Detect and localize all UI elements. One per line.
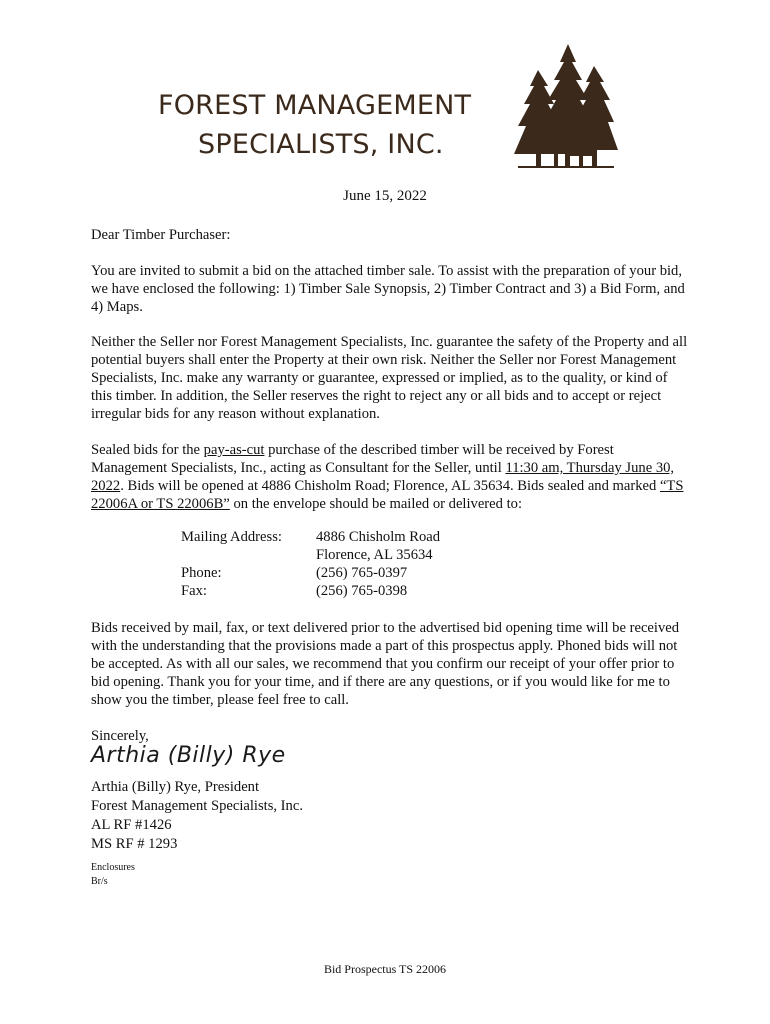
pay-as-cut-term: pay-as-cut xyxy=(203,442,265,458)
mailing-address-value xyxy=(316,528,440,564)
pine-trees-logo-icon xyxy=(510,42,620,170)
mailing-address-line2: Florence, AL 35634 xyxy=(316,547,433,563)
mailing-address-line1: 4886 Chisholm Road xyxy=(316,529,441,545)
salutation: Dear Timber Purchaser: xyxy=(91,227,231,243)
company-name-line1: FOREST MANAGEMENT xyxy=(158,90,472,121)
sealed-bids-text-2: purchase of the described timber will be received by Forest Management Specialists, Inc., acting as Consultant for the Seller, until xyxy=(91,442,614,476)
signer-name-title: Arthia (Billy) Rye, President xyxy=(91,779,260,795)
envelope-marking: “TS 22006A or TS 22006B” xyxy=(91,478,684,512)
sealed-bids-text-1: Sealed bids for the xyxy=(91,442,204,458)
paragraph-disclaimer xyxy=(91,333,691,423)
contact-address-block xyxy=(181,528,440,600)
paragraph-bid-terms xyxy=(91,619,691,709)
phone-label: Phone: xyxy=(181,565,222,581)
fax-label: Fax: xyxy=(181,583,207,599)
page-footer: Bid Prospectus TS 22006 xyxy=(323,962,447,976)
paragraph-invitation xyxy=(91,262,691,316)
paragraph-disclaimer-text: Neither the Seller nor Forest Management Specialists, Inc. guarantee the safety of the Property and all potential buyers shall enter the Property at their own risk. Neither the Seller nor Forest Management Specialists, Inc. make any warranty or guarantee, expressed or implied, as to the quality, or kind of this timber. In addition, the Seller reserves the right to reject any or all bids and to accept or reject irregular bids for any reason without explanation. xyxy=(91,334,688,422)
company-name-line2: SPECIALISTS, INC. xyxy=(198,129,444,160)
paragraph-sealed-bids xyxy=(91,441,691,513)
enclosures-note xyxy=(91,861,135,889)
enclosures-label: Enclosures xyxy=(91,862,135,873)
bid-deadline: 11:30 am, Thursday June 30, 2022 xyxy=(91,460,675,494)
sealed-bids-text-3: . Bids will be opened at 4886 Chisholm Road; Florence, AL 35634. Bids sealed and marked xyxy=(120,478,660,494)
signer-block xyxy=(91,778,303,854)
sealed-bids-text-4: on the envelope should be mailed or delivered to: xyxy=(229,496,522,512)
closing: Sincerely, xyxy=(91,728,149,744)
fax-value: (256) 765-0398 xyxy=(316,583,408,599)
signer-company: Forest Management Specialists, Inc. xyxy=(91,798,303,814)
mailing-address-label: Mailing Address: xyxy=(181,529,282,545)
fax-row xyxy=(181,582,440,600)
signer-ms-registration: MS RF # 1293 xyxy=(91,836,178,852)
paragraph-bid-terms-text: Bids received by mail, fax, or text delivered prior to the advertised bid opening time will be received with the understanding that the provisions made a part of this prospectus apply. Phoned bids will not be accepted. As with all our sales, we recommend that you confirm our receipt of your offer prior to bid opening. Thank you for your time, and if there are any questions, or if you would like for me to show you the timber, please feel free to call. xyxy=(91,620,680,708)
phone-row xyxy=(181,564,440,582)
phone-value: (256) 765-0397 xyxy=(316,565,408,581)
typist-initials: Br/s xyxy=(91,876,108,887)
mailing-address-row xyxy=(181,528,440,564)
company-name xyxy=(158,86,471,164)
handwritten-signature: Arthia (Billy) Rye xyxy=(91,743,286,768)
paragraph-invitation-text: You are invited to submit a bid on the attached timber sale. To assist with the preparation of your bid, we have enclosed the following: 1) Timber Sale Synopsis, 2) Timber Contract and 3) a Bid Form, and 4) Maps. xyxy=(91,263,685,315)
signer-al-registration: AL RF #1426 xyxy=(91,817,172,833)
letter-date: June 15, 2022 xyxy=(343,188,427,204)
